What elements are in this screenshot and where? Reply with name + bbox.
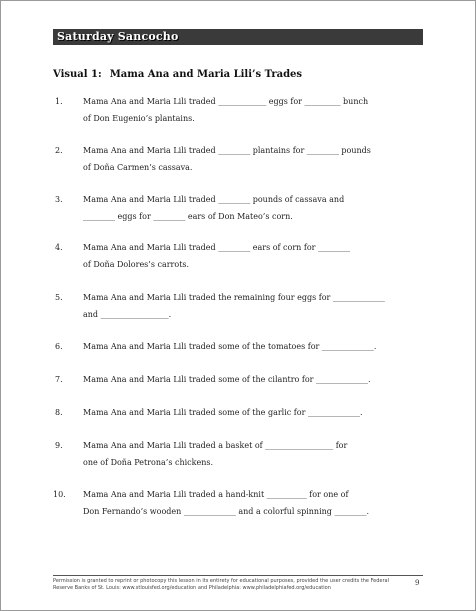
section-title-text: Mama Ana and Maria Lili’s Trades: [109, 69, 303, 80]
question-line: ________ eggs for ________ ears of Don Mateo’s corn.: [83, 212, 293, 221]
question-line: of Doña Carmen’s cassava.: [83, 163, 193, 172]
section-title-label: Visual 1:: [53, 69, 102, 80]
header-rule: [53, 44, 423, 45]
question-number: 5.: [55, 293, 63, 302]
question-line: of Don Eugenio’s plantains.: [83, 114, 195, 123]
question-line: of Doña Dolores’s carrots.: [83, 260, 190, 269]
question-line: Mama Ana and Maria Lili traded ________ ears of corn for ________: [83, 243, 351, 252]
page-number: 9: [415, 579, 420, 587]
question-number: 7.: [55, 375, 63, 384]
question-number: 2.: [55, 146, 63, 155]
question-line: Mama Ana and Maria Lili traded some of the garlic for _____________.: [83, 408, 363, 417]
question-number: 3.: [55, 195, 63, 204]
question-number: 10.: [53, 490, 66, 499]
question-line: Mama Ana and Maria Lili traded some of the cilantro for _____________.: [83, 375, 371, 384]
question-line: Mama Ana and Maria Lili traded ________ pounds of cassava and: [83, 195, 345, 204]
question-number: 8.: [55, 408, 63, 417]
question-number: 4.: [55, 243, 63, 252]
question-line: Mama Ana and Maria Lili traded a basket of _________________ for: [83, 441, 348, 450]
header-title: Saturday Sancocho: [57, 30, 179, 43]
question-line: Mama Ana and Maria Lili traded ____________ eggs for _________ bunch: [83, 97, 369, 106]
section-title: [53, 69, 302, 80]
question-number: 1.: [55, 97, 63, 106]
question-line: Don Fernando’s wooden _____________ and a colorful spinning ________.: [83, 507, 369, 516]
question-line: Mama Ana and Maria Lili traded the remaining four eggs for _____________: [83, 293, 385, 302]
permission-notice: Permission is granted to reprint or photocopy this lesson in its entirety for educational purposes, provided the user credits the Federal Reserve Banks of St. Louis: www.stlouisfed.org/education and Philadelphia: www.philadelphiafed.org/education: [53, 578, 390, 591]
question-line: and _________________.: [83, 310, 172, 319]
question-line: Mama Ana and Maria Lili traded some of the tomatoes for _____________.: [83, 342, 377, 351]
question-line: one of Doña Petrona’s chickens.: [83, 458, 214, 467]
question-number: 9.: [55, 441, 63, 450]
question-number: 6.: [55, 342, 63, 351]
question-line: Mama Ana and Maria Lili traded ________ plantains for ________ pounds: [83, 146, 371, 155]
footer-rule: [53, 575, 423, 576]
question-line: Mama Ana and Maria Lili traded a hand-knit __________ for one of: [83, 490, 349, 499]
